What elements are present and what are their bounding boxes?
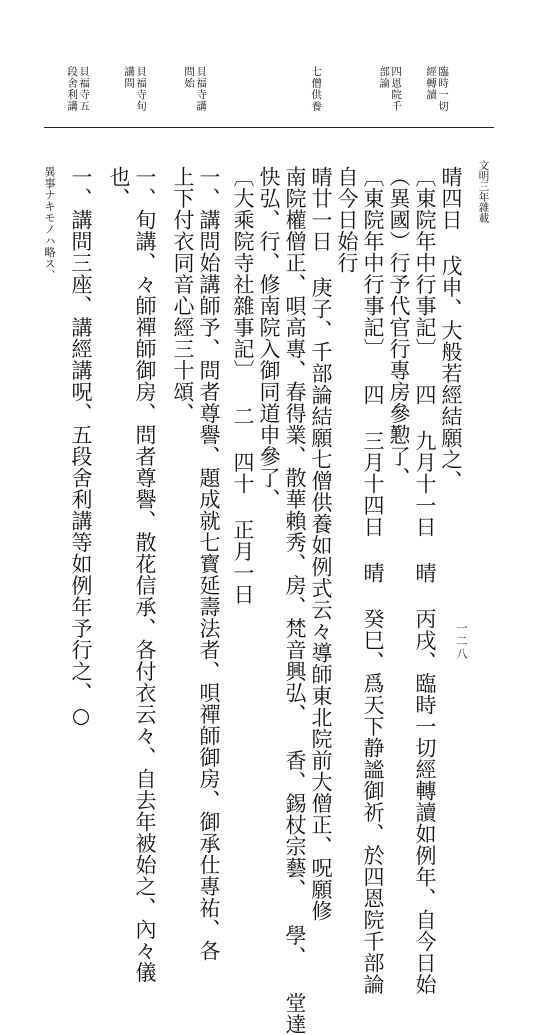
text-column-3: （異國）行予代官行專房參懃了、 (387, 166, 411, 489)
page-number: 一二八 (455, 622, 468, 661)
text-column-15: 異事ナキモノハ略ス、 (43, 166, 56, 281)
text-column-14: 一、講問三座、講經講呪、五段舍利講等如例年予行之、○ (69, 166, 93, 728)
margin-note-5: 貝福寺旬 講問 (123, 66, 148, 112)
text-column-7: 南院權僧正、唄高專、春得業、散華賴秀、房、梵音興弘、 香、錫杖宗藝、 學、 堂達 (283, 166, 307, 1035)
margin-note-1: 臨時一切 經轉讀 (425, 66, 450, 112)
text-column-12: 一、旬講、々師禪師御房、問者尊譽、散花信承、各付衣云々、自去年被始之、內々儀 (133, 166, 157, 983)
running-header: 文明三年雜載 (477, 160, 490, 223)
text-column-5: 自今日始行 (335, 166, 359, 274)
margin-note-6: 貝福寺五 段舍利講 (66, 66, 91, 112)
margin-note-2: 四恩院千 部論 (378, 66, 403, 112)
margin-note-3: 七僧供養 (310, 66, 323, 112)
text-column-6: 晴廿一日 庚子、千部論結願七僧供養如例式云々導師東北院前大僧正、呪願修 (309, 166, 333, 922)
text-column-1: 晴四日 戊申、大般若經結願之、 (439, 166, 463, 492)
text-column-13: 也、 (107, 166, 131, 209)
text-column-4: 〔東院年中行事記〕 四 三月十四日 晴 癸巳、爲天下静謐御祈、於四恩院千部論 (361, 166, 385, 995)
text-column-2: 〔東院年中行事記〕 四 九月十一日 晴 丙戌、臨時一切經轉讀如例年、自今日始 (413, 166, 437, 995)
header-rule (44, 127, 494, 128)
text-column-9: 〔大乘院寺社雜事記〕 二 四十 正月一日 (231, 166, 255, 605)
text-column-10: 一、講問始講師予、問者尊譽、題成就七寳延壽法者、唄禪師御房、御承仕專祐、各 (197, 166, 221, 962)
text-column-11: 上下付衣同音心經三十頌、 (171, 166, 195, 424)
text-column-8: 快弘、行、修南院入御同道申參了、 (257, 166, 281, 510)
margin-note-4: 貝福寺講 問始 (183, 66, 208, 112)
